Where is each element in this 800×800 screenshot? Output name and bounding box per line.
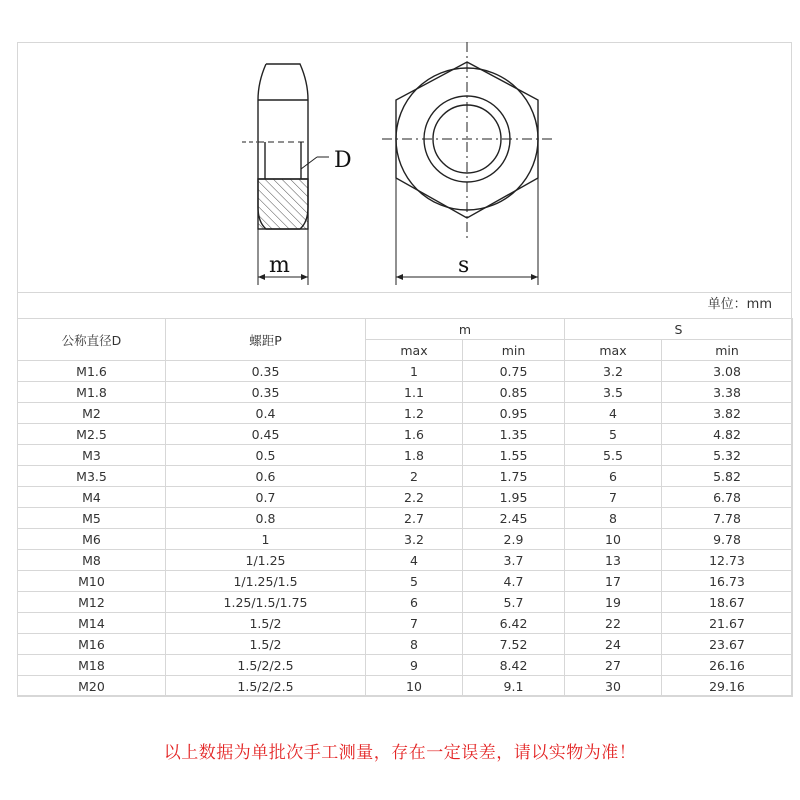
cell-s-max: 17 [565,571,662,592]
cell-s-min: 9.78 [662,529,793,550]
cell-s-min: 6.78 [662,487,793,508]
label-s: s [458,253,470,278]
cell-m-max: 9 [366,655,463,676]
cell-s-min: 7.78 [662,508,793,529]
cell-nominal-diameter: M16 [18,634,166,655]
table-row [18,508,793,529]
cell-pitch: 0.5 [166,445,366,466]
cell-nominal-diameter: M12 [18,592,166,613]
cell-s-max: 24 [565,634,662,655]
label-m: m [269,253,290,278]
cell-nominal-diameter: M5 [18,508,166,529]
cell-nominal-diameter: M14 [18,613,166,634]
cell-m-max: 1.8 [366,445,463,466]
table-row [18,361,793,382]
cell-nominal-diameter: M10 [18,571,166,592]
cell-nominal-diameter: M2.5 [18,424,166,445]
cell-m-min: 7.52 [463,634,565,655]
table-row [18,613,793,634]
table-row [18,634,793,655]
cell-s-min: 18.67 [662,592,793,613]
cell-m-max: 8 [366,634,463,655]
table-row [18,676,793,697]
cell-m-min: 0.75 [463,361,565,382]
cell-s-max: 10 [565,529,662,550]
cell-m-min: 1.35 [463,424,565,445]
nut-side-view [242,64,329,285]
hex-nut-drawing [17,42,792,292]
cell-s-min: 5.82 [662,466,793,487]
cell-s-max: 30 [565,676,662,697]
cell-pitch: 0.4 [166,403,366,424]
header-s-max: max [565,340,662,361]
cell-s-max: 7 [565,487,662,508]
cell-s-max: 27 [565,655,662,676]
cell-s-min: 16.73 [662,571,793,592]
cell-s-max: 6 [565,466,662,487]
table-row [18,424,793,445]
unit-label: 单位：mm [707,297,772,312]
cell-nominal-diameter: M1.8 [18,382,166,403]
cell-s-max: 19 [565,592,662,613]
cell-pitch: 0.45 [166,424,366,445]
cell-s-max: 5.5 [565,445,662,466]
cell-m-min: 9.1 [463,676,565,697]
cell-nominal-diameter: M4 [18,487,166,508]
cell-m-max: 4 [366,550,463,571]
table-row [18,445,793,466]
cell-s-max: 5 [565,424,662,445]
cell-nominal-diameter: M8 [18,550,166,571]
header-m-max: max [366,340,463,361]
header-m: m [366,319,565,340]
cell-m-min: 1.95 [463,487,565,508]
cell-pitch: 1.5/2 [166,634,366,655]
cell-m-min: 3.7 [463,550,565,571]
cell-m-min: 5.7 [463,592,565,613]
cell-m-min: 1.55 [463,445,565,466]
header-s: S [565,319,793,340]
table-row [18,550,793,571]
cell-pitch: 0.7 [166,487,366,508]
cell-pitch: 0.6 [166,466,366,487]
cell-pitch: 1/1.25 [166,550,366,571]
nut-front-view [382,42,552,285]
cell-m-max: 1.1 [366,382,463,403]
cell-nominal-diameter: M20 [18,676,166,697]
cell-s-min: 12.73 [662,550,793,571]
cell-m-min: 2.9 [463,529,565,550]
cell-m-max: 3.2 [366,529,463,550]
cell-s-max: 13 [565,550,662,571]
cell-s-min: 26.16 [662,655,793,676]
cell-m-min: 6.42 [463,613,565,634]
cell-s-min: 3.08 [662,361,793,382]
table-row [18,571,793,592]
measurement-notice: 以上数据为单批次手工测量，存在一定误差，请以实物为准！ [163,743,637,763]
cell-pitch: 0.35 [166,382,366,403]
header-nominal-diameter: 公称直径D [18,319,166,361]
cell-m-min: 0.85 [463,382,565,403]
cell-m-min: 2.45 [463,508,565,529]
cell-m-max: 2 [366,466,463,487]
cell-s-min: 23.67 [662,634,793,655]
cell-s-max: 3.2 [565,361,662,382]
cell-nominal-diameter: M2 [18,403,166,424]
cell-m-min: 1.75 [463,466,565,487]
table-header-row [18,319,793,340]
table-row [18,592,793,613]
cell-nominal-diameter: M6 [18,529,166,550]
cell-m-max: 7 [366,613,463,634]
cell-s-min: 29.16 [662,676,793,697]
cell-m-max: 5 [366,571,463,592]
cell-m-min: 8.42 [463,655,565,676]
cell-nominal-diameter: M18 [18,655,166,676]
cell-pitch: 1.25/1.5/1.75 [166,592,366,613]
cell-s-max: 4 [565,403,662,424]
spec-table [17,318,793,697]
cell-pitch: 1/1.25/1.5 [166,571,366,592]
cell-nominal-diameter: M3.5 [18,466,166,487]
header-s-min: min [662,340,793,361]
cell-m-max: 1.2 [366,403,463,424]
cell-pitch: 1 [166,529,366,550]
cell-s-min: 5.32 [662,445,793,466]
cell-pitch: 1.5/2 [166,613,366,634]
table-row [18,529,793,550]
unit-row [17,292,792,319]
cell-nominal-diameter: M1.6 [18,361,166,382]
cell-s-max: 22 [565,613,662,634]
cell-pitch: 0.8 [166,508,366,529]
cell-m-max: 2.2 [366,487,463,508]
cell-m-max: 6 [366,592,463,613]
cell-m-max: 1 [366,361,463,382]
cell-s-min: 21.67 [662,613,793,634]
cell-m-max: 10 [366,676,463,697]
cell-s-min: 4.82 [662,424,793,445]
header-m-min: min [463,340,565,361]
cell-m-max: 1.6 [366,424,463,445]
table-row [18,487,793,508]
table-row [18,382,793,403]
cell-m-max: 2.7 [366,508,463,529]
cell-m-min: 0.95 [463,403,565,424]
cell-pitch: 0.35 [166,361,366,382]
cell-s-max: 8 [565,508,662,529]
table-row [18,655,793,676]
header-pitch: 螺距P [166,319,366,361]
cell-pitch: 1.5/2/2.5 [166,655,366,676]
cell-nominal-diameter: M3 [18,445,166,466]
table-row [18,466,793,487]
cell-s-min: 3.38 [662,382,793,403]
table-row [18,403,793,424]
cell-s-min: 3.82 [662,403,793,424]
cell-s-max: 3.5 [565,382,662,403]
cell-m-min: 4.7 [463,571,565,592]
cell-pitch: 1.5/2/2.5 [166,676,366,697]
label-d: D [334,148,352,173]
